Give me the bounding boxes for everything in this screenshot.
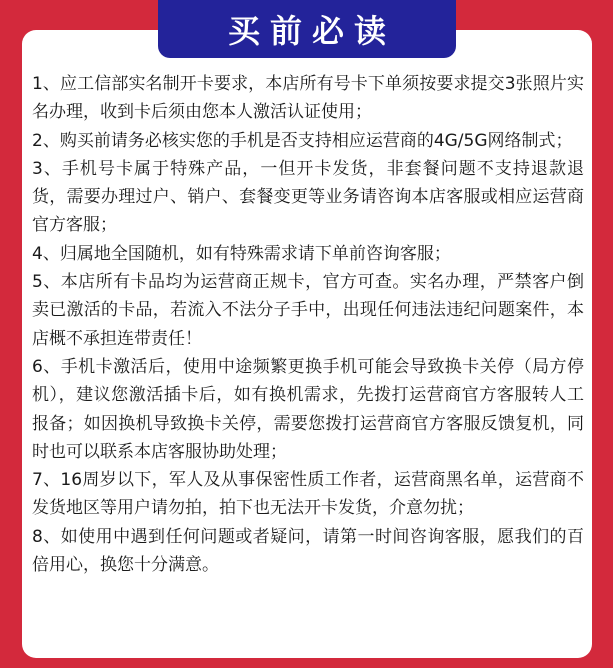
notice-item-4: 4、归属地全国随机，如有特殊需求请下单前咨询客服； <box>32 243 451 264</box>
notice-item-5: 5、本店所有卡品均为运营商正规卡，官方可查。实名办理，严禁客户倒卖已激活的卡品，若流入不法分子手中，出现任何违法违纪问题案件，本店概不承担连带责任！ <box>32 272 584 349</box>
notice-list <box>32 70 584 579</box>
notice-item-8: 8、如使用中遇到任何问题或者疑问，请第一时间咨询客服，愿我们的百倍用心，换您十分满意。 <box>32 526 584 576</box>
notice-item-3: 3、手机号卡属于特殊产品，一但开卡发货，非套餐问题不支持退款退货，需要办理过户、销户、套餐变更等业务请咨询本店客服或相应运营商官方客服； <box>32 158 584 236</box>
notice-item-7: 7、16周岁以下，军人及从事保密性质工作者，运营商黑名单，运营商不发货地区等用户请勿拍，拍下也无法开卡发货，介意勿扰； <box>32 470 584 519</box>
title-banner <box>158 0 456 58</box>
page-title: 买前必读 <box>227 12 396 50</box>
notice-item-2: 2、购买前请务必核实您的手机是否支持相应运营商的4G/5G网络制式； <box>32 130 573 151</box>
notice-item-1: 1、应工信部实名制开卡要求，本店所有号卡下单须按要求提交3张照片实名办理，收到卡后须由您本人激活认证使用； <box>32 74 584 123</box>
notice-item-6: 6、手机卡激活后，使用中途频繁更换手机可能会导致换卡关停（局方停机），建议您激活插卡后，如有换机需求，先拨打运营商官方客服转人工报备；如因换机导致换卡关停，需要您拨打运营商官方客服反馈复机，同时也可以联系本店客服协助处理； <box>32 356 584 462</box>
